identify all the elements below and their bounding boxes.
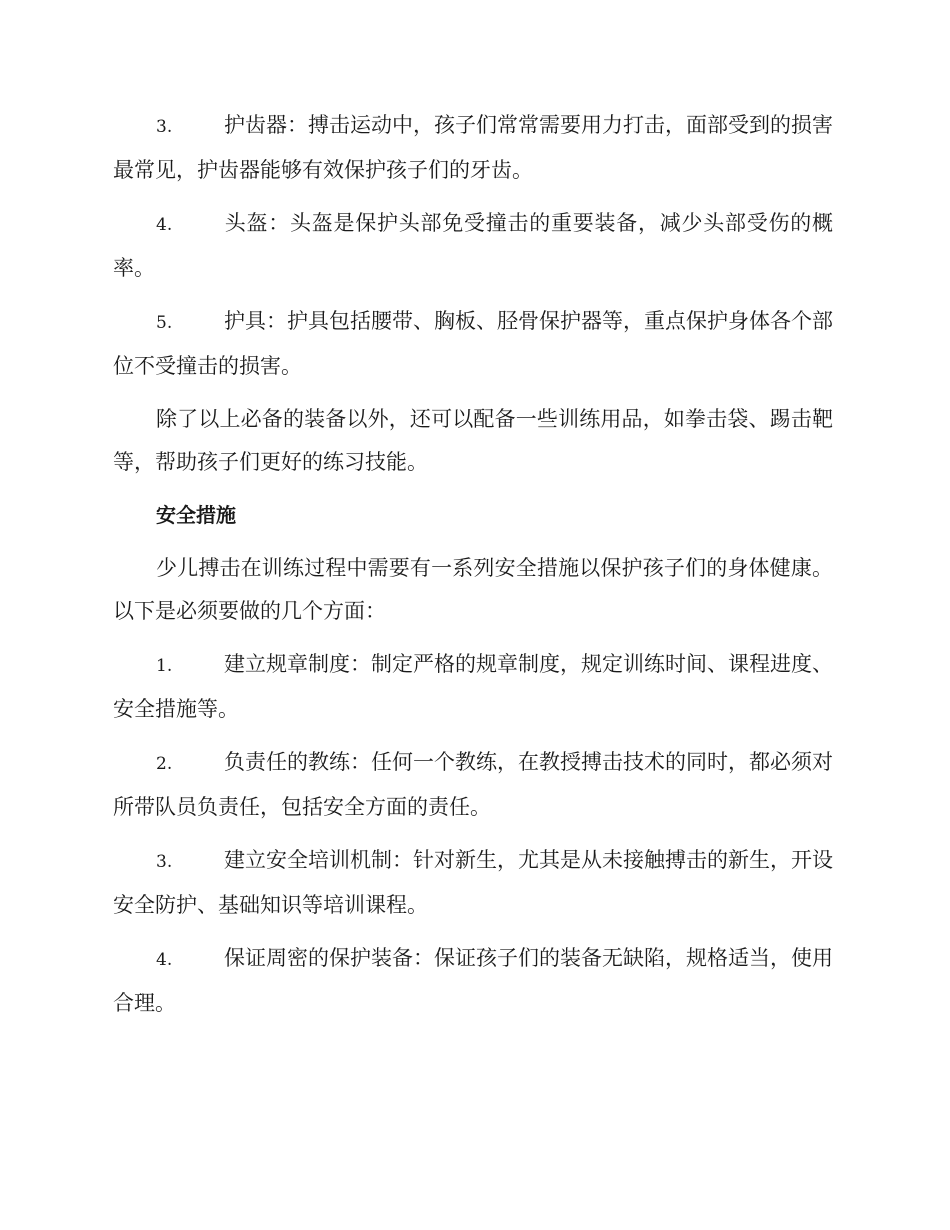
list-text: 建立安全培训机制：针对新生，尤其是从未接触搏击的新生，开设安全防护、基础知识等培训课程。 [113, 848, 833, 917]
list-item-rules [113, 643, 833, 731]
list-item-coach [113, 741, 833, 829]
list-number: 3. [156, 117, 173, 137]
paragraph-safety-intro: 少儿搏击在训练过程中需要有一系列安全措施以保护孩子们的身体健康。以下是必须要做的几个方面： [113, 556, 833, 623]
list-item-equipment-check [113, 937, 833, 1025]
section-heading-safety: 安全措施 [156, 503, 236, 527]
list-number: 3. [156, 852, 173, 872]
list-item-helmet [113, 202, 833, 290]
list-number: 4. [156, 950, 173, 970]
list-item-mouthguard [113, 104, 833, 192]
list-item-protective-gear [113, 300, 833, 388]
list-number: 1. [156, 656, 173, 676]
list-number: 4. [156, 215, 173, 235]
list-text: 头盔：头盔是保护头部免受撞击的重要装备，减少头部受伤的概率。 [113, 211, 833, 280]
list-text: 护具：护具包括腰带、胸板、胫骨保护器等，重点保护身体各个部位不受撞击的损害。 [113, 309, 833, 378]
list-number: 5. [156, 313, 173, 333]
list-text: 建立规章制度：制定严格的规章制度，规定训练时间、课程进度、安全措施等。 [113, 652, 833, 721]
list-text: 护齿器：搏击运动中，孩子们常常需要用力打击，面部受到的损害最常见，护齿器能够有效保护孩子们的牙齿。 [113, 113, 833, 182]
paragraph-equipment: 除了以上必备的装备以外，还可以配备一些训练用品，如拳击袋、踢击靶等，帮助孩子们更好的练习技能。 [113, 407, 833, 474]
list-item-training [113, 839, 833, 927]
document-page [113, 104, 833, 1035]
list-text: 负责任的教练：任何一个教练，在教授搏击技术的同时，都必须对所带队员负责任，包括安全方面的责任。 [113, 750, 833, 819]
list-number: 2. [156, 754, 173, 774]
list-text: 保证周密的保护装备：保证孩子们的装备无缺陷，规格适当，使用合理。 [113, 946, 833, 1015]
